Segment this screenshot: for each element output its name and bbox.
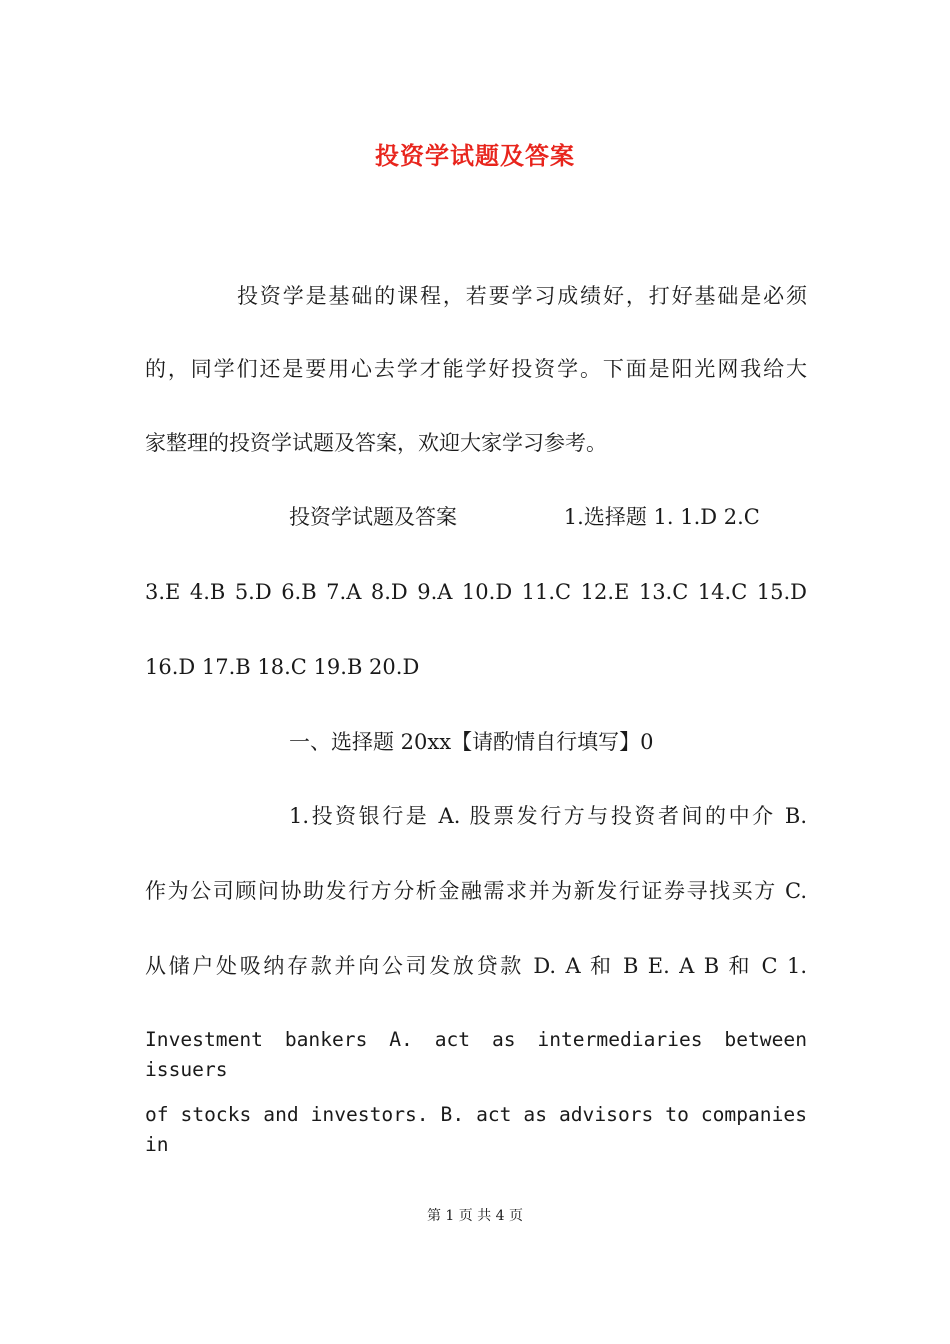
answers-line-1: 投资学试题及答案 1.选择题 1. 1.D 2.C xyxy=(289,505,760,529)
section-heading: 一、选择题 20xx【请酌情自行填写】0 xyxy=(289,730,654,754)
paragraph-line-2: 的，同学们还是要用心去学才能学好投资学。下面是阳光网我给大 xyxy=(145,357,807,381)
answers-line-2: 3.E 4.B 5.D 6.B 7.A 8.D 9.A 10.D 11.C 12.E 13.C 14.C 15.D xyxy=(145,580,807,604)
question-line-5: of stocks and investors. B. act as advisors to companies in xyxy=(145,1103,807,1156)
question-line-3: 从储户处吸纳存款并向公司发放贷款 D. A 和 B E. A B 和 C 1. xyxy=(145,954,807,978)
question-line-2: 作为公司顾问协助发行方分析金融需求并为新发行证券寻找买方 C. xyxy=(145,879,807,903)
paragraph-line-1: 投资学是基础的课程，若要学习成绩好，打好基础是必须 xyxy=(237,284,807,308)
document-title: 投资学试题及答案 xyxy=(375,141,575,170)
page-footer: 第 1 页 共 4 页 xyxy=(426,1208,524,1224)
question-line-4: Investment bankers A. act as intermediaries between issuers xyxy=(145,1028,807,1081)
paragraph-line-3: 家整理的投资学试题及答案，欢迎大家学习参考。 xyxy=(145,431,607,455)
answers-line-3: 16.D 17.B 18.C 19.B 20.D xyxy=(145,655,420,679)
question-line-1: 1.投资银行是 A. 股票发行方与投资者间的中介 B. xyxy=(289,804,807,828)
